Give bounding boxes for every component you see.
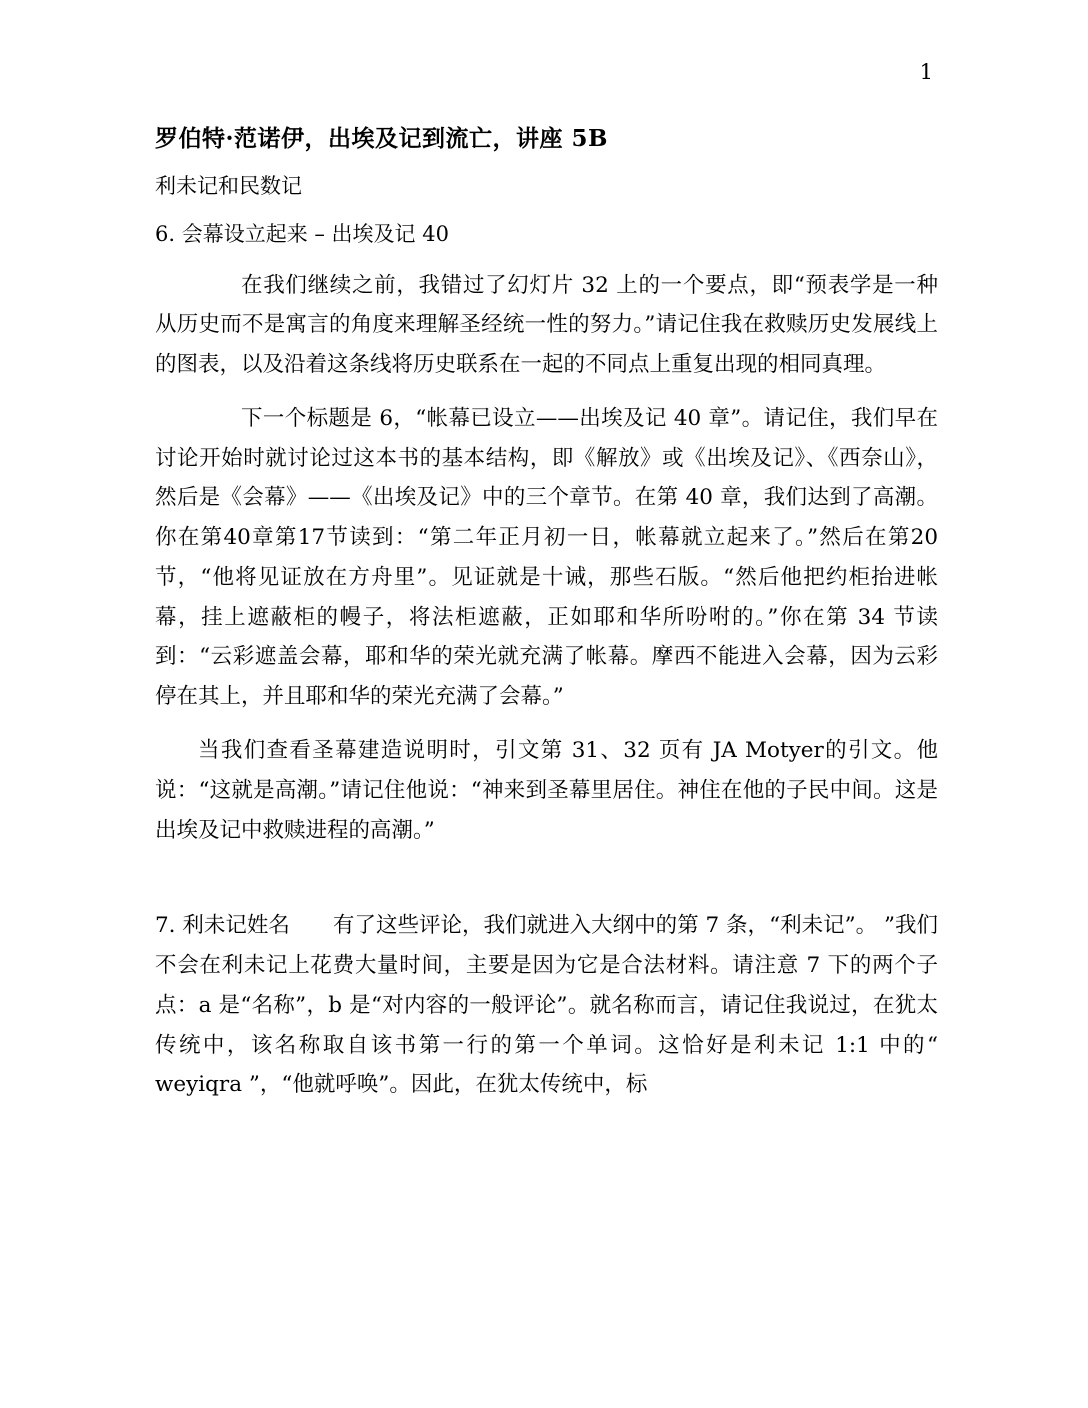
document-subtitle: 利未记和民数记 — [155, 173, 302, 198]
paragraph-spacer — [155, 850, 938, 892]
section-7-paragraph: 7. 利未记姓名 有了这些评论，我们就进入大纲中的第 7 条，“利未记”。 ”我们不会在利未记上花费大量时间，主要是因为它是合法材料。请注意 7 下的两个子点：a 是“名称”，b 是“对内容的一般评论”。就名称而言，请记住我说过，在犹太传统中，该名称取自该书第一行的第一个单词。这恰好是利未记 1:1 中的“ weyiqra ”，“他就呼唤”。因此，在犹太传统中，标 — [155, 913, 938, 1098]
paragraph-3: 当我们查看圣幕建造说明时，引文第 31、32 页有 JA Motyer的引文。他说：“这就是高潮。”请记住他说：“神来到圣幕里居住。神住在他的子民中间。这是出埃及记中救赎进程的高潮。” — [155, 738, 938, 843]
section-heading-6: 6. 会幕设立起来 – 出埃及记 40 — [155, 222, 449, 246]
page-number: 1 — [919, 60, 933, 84]
paragraph-1: 在我们继续之前，我错过了幻灯片 32 上的一个要点，即“预表学是一种从历史而不是寓言的角度来理解圣经统一性的努力。”请记住我在救赎历史发展线上的图表，以及沿着这条线将历史联系在一起的不同点上重复出现的相同真理。 — [155, 272, 938, 378]
paragraph-2: 下一个标题是 6，“帐幕已设立——出埃及记 40 章”。请记住，我们早在讨论开始时就讨论过这本书的基本结构，即《解放》或《出埃及记》、《西奈山》，然后是《会幕》——《出埃及记》中的三个章节。在第 40 章，我们达到了高潮。你在第40章第17节读到：“第二年正月初一日，帐幕就立起来了。”然后在第20节，“他将见证放在方舟里”。见证就是十诫，那些石版。“然后他把约柜抬进帐幕，挂上遮蔽柜的幔子，将法柜遮蔽，正如耶和华所吩咐的。”你在第 34 节读到：“云彩遮盖会幕，耶和华的荣光就充满了帐幕。摩西不能进入会幕，因为云彩停在其上，并且耶和华的荣光充满了会幕。” — [155, 405, 938, 710]
page-title: 罗伯特·范诺伊，出埃及记到流亡，讲座 5B — [155, 125, 608, 152]
